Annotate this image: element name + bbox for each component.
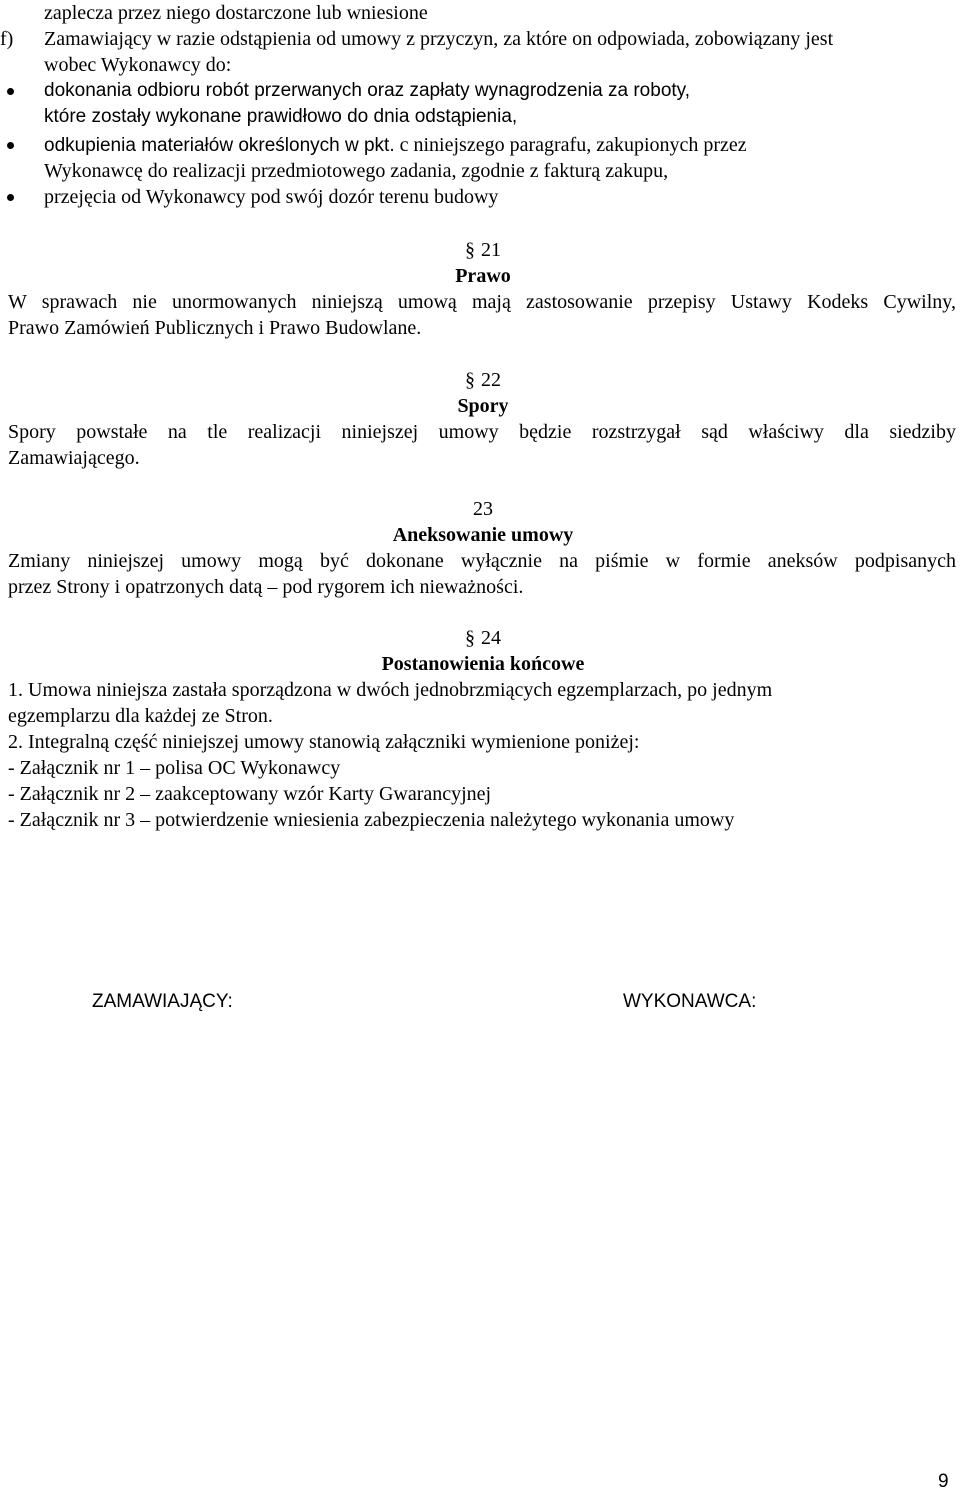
bullet-item-text-serif: c niniejszego paragrafu, zakupionych przez xyxy=(394,134,747,156)
paragraph-line: 1. Umowa niniejsza zastała sporządzona w dwóch jednobrzmiących egzemplarzach, po jednym xyxy=(8,679,773,701)
section-number-value: 24 xyxy=(481,627,501,649)
list-label-f: f) xyxy=(0,28,14,50)
paragraph-mark: § xyxy=(465,239,475,261)
paragraph-mark: § xyxy=(465,627,475,649)
section-number xyxy=(0,237,960,263)
bullet-icon xyxy=(7,142,14,149)
section-number-value: 21 xyxy=(481,239,501,261)
section-title: Postanowienia końcowe xyxy=(381,653,585,675)
text-line: Zamawiający w razie odstąpienia od umowy z przyczyn, za które on odpowiada, zobowiązany jest xyxy=(44,28,834,50)
paragraph-line: Spory powstałe na tle realizacji niniejszej umowy będzie rozstrzygał sąd właściwy dla siedziby xyxy=(8,421,956,443)
paragraph-line: Zmiany niniejszej umowy mogą być dokonane wyłącznie na piśmie w formie aneksów podpisanych xyxy=(8,550,956,572)
section-number-value: 23 xyxy=(473,498,493,520)
bullet-icon xyxy=(7,88,14,95)
attachment-item: - Załącznik nr 1 – polisa OC Wykonawcy xyxy=(8,757,341,779)
signature-label-contractor: WYKONAWCA: xyxy=(623,991,757,1012)
paragraph-line: egzemplarzu dla każdej ze Stron. xyxy=(8,705,273,727)
paragraph-mark: § xyxy=(465,369,475,391)
text-line: wobec Wykonawcy do: xyxy=(44,54,232,76)
bullet-icon xyxy=(7,194,14,201)
paragraph-line: Zamawiającego. xyxy=(8,447,140,469)
bullet-item-text: przejęcia od Wykonawcy pod swój dozór terenu budowy xyxy=(44,186,499,208)
signature-label-ordering-party: ZAMAWIAJĄCY: xyxy=(92,991,233,1012)
section-title: Prawo xyxy=(455,265,511,287)
section-number xyxy=(0,367,960,393)
bullet-item-text: które zostały wykonane prawidłowo do dnia odstąpienia, xyxy=(44,106,518,127)
text-line: zaplecza przez niego dostarczone lub wniesione xyxy=(44,2,428,24)
section-number xyxy=(0,496,960,522)
bullet-item-text xyxy=(44,132,747,158)
section-number xyxy=(0,625,960,651)
paragraph-line: przez Strony i opatrzonych datą – pod rygorem ich nieważności. xyxy=(8,576,524,598)
section-title: Aneksowanie umowy xyxy=(392,524,574,546)
paragraph-line: Prawo Zamówień Publicznych i Prawo Budowlane. xyxy=(8,317,422,339)
page-number: 9 xyxy=(938,1471,949,1492)
paragraph-line: W sprawach nie unormowanych niniejszą umową mają zastosowanie przepisy Ustawy Kodeks Cywilny, xyxy=(8,291,956,313)
attachment-item: - Załącznik nr 3 – potwierdzenie wniesienia zabezpieczenia należytego wykonania umowy xyxy=(8,809,735,831)
attachment-item: - Załącznik nr 2 – zaakceptowany wzór Karty Gwarancyjnej xyxy=(8,783,492,805)
bullet-item-text: Wykonawcę do realizacji przedmiotowego zadania, zgodnie z fakturą zakupu, xyxy=(44,160,669,182)
paragraph-line: 2. Integralną część niniejszej umowy stanowią załączniki wymienione poniżej: xyxy=(8,731,640,753)
section-title: Spory xyxy=(457,395,509,417)
section-number-value: 22 xyxy=(481,369,501,391)
bullet-item-text: dokonania odbioru robót przerwanych oraz zapłaty wynagrodzenia za roboty, xyxy=(44,80,691,101)
bullet-item-text-sans: odkupienia materiałów określonych w pkt. xyxy=(44,135,395,156)
